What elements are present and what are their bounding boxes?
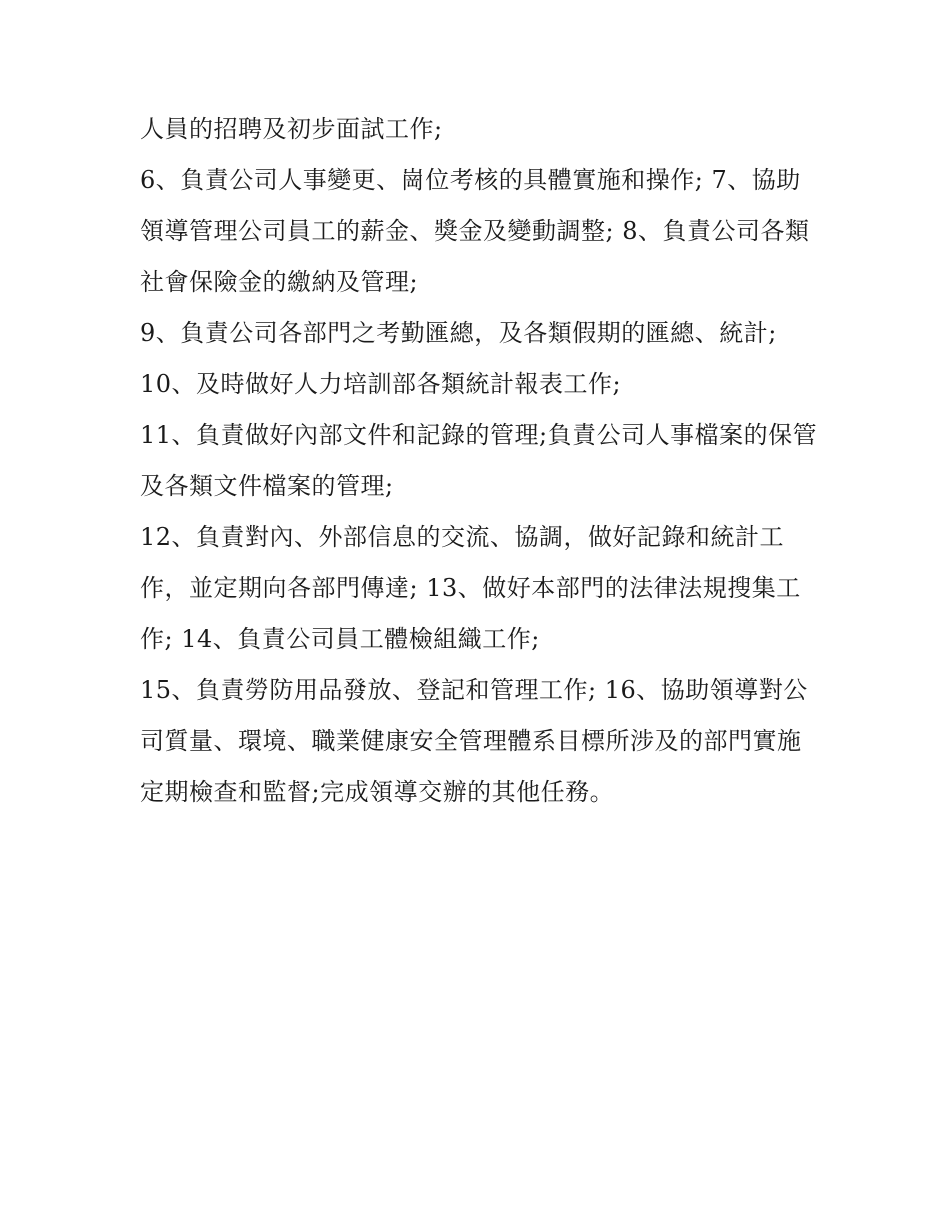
text-line: 6、負責公司人事變更、崗位考核的具體實施和操作; 7、協助 (140, 166, 801, 194)
text-line: 作; 14、負責公司員工體檢組織工作; (140, 625, 540, 653)
text-line: 9、負責公司各部門之考勤匯總，及各類假期的匯總、統計; (140, 319, 777, 347)
text-line: 定期檢查和監督;完成領導交辦的其他任務。 (140, 778, 615, 806)
text-line: 作，並定期向各部門傳達; 13、做好本部門的法律法規搜集工 (140, 574, 801, 602)
text-line: 11、負責做好內部文件和記錄的管理;負責公司人事檔案的保管 (140, 421, 818, 449)
text-line: 領導管理公司員工的薪金、獎金及變動調整; 8、負責公司各類 (140, 217, 810, 245)
text-line: 人員的招聘及初步面試工作; (140, 115, 443, 143)
text-line: 10、及時做好人力培訓部各類統計報表工作; (140, 370, 622, 398)
text-line: 12、負責對內、外部信息的交流、協調，做好記錄和統計工 (140, 523, 785, 551)
document-body (140, 104, 830, 818)
text-line: 司質量、環境、職業健康安全管理體系目標所涉及的部門實施 (140, 727, 802, 755)
text-line: 15、負責勞防用品發放、登記和管理工作; 16、協助領導對公 (140, 676, 808, 704)
text-line: 社會保險金的繳納及管理; (140, 268, 419, 296)
text-line: 及各類文件檔案的管理; (140, 472, 394, 500)
